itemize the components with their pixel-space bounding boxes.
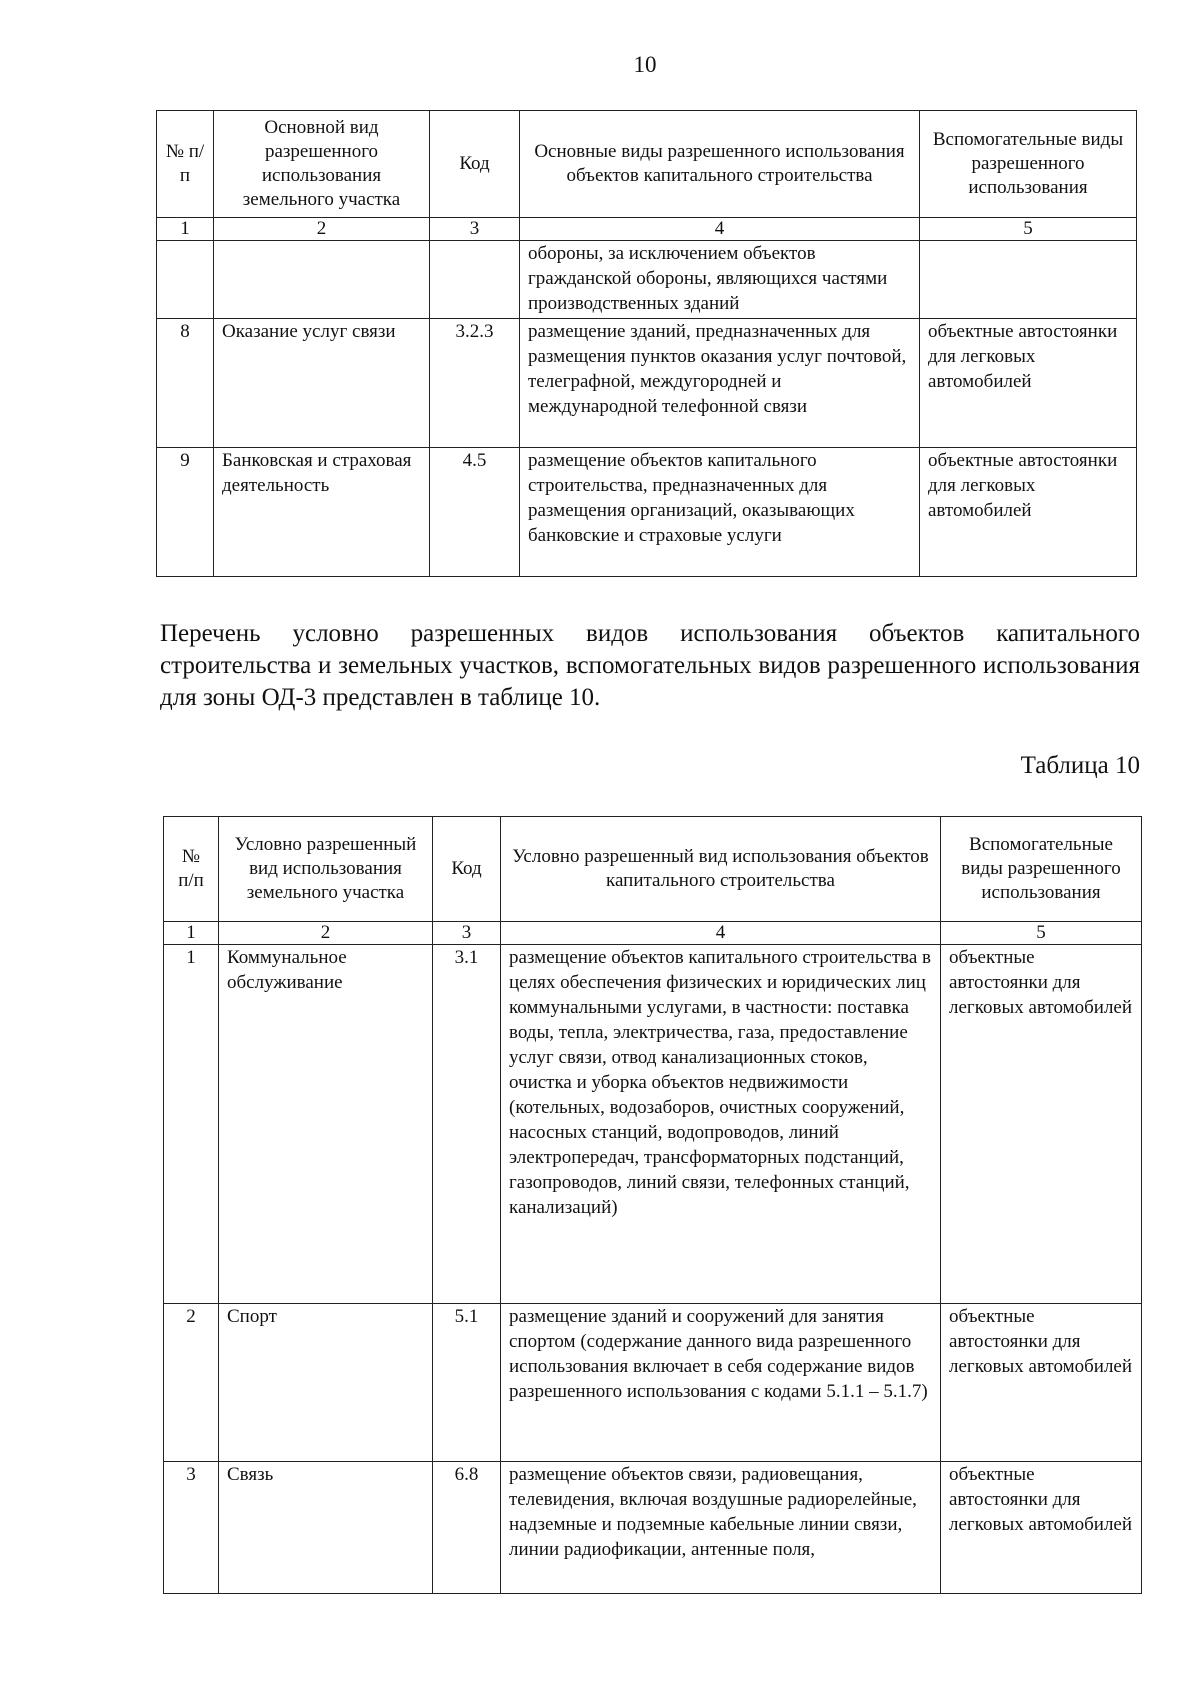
row-description: размещение объектов капитального строительства, предназначенных для размещения организаций, оказывающих банковские и страховые услуги (520, 448, 920, 577)
row-description: размещение зданий, предназначенных для размещения пунктов оказания услуг почтовой, телеграфной, междугородней и международной телефонной связи (520, 319, 920, 448)
row-number: 1 (164, 945, 219, 1304)
row-code: 5.1 (433, 1304, 501, 1462)
row-land-use-type: Коммунальное обслуживание (219, 945, 433, 1304)
table-row (164, 945, 1142, 1304)
table-row (164, 1304, 1142, 1462)
header-cell-auxiliary: Вспомогательные виды разрешенного использования (920, 111, 1137, 218)
column-number-row (157, 218, 1137, 241)
row-auxiliary: объектные автостоянки для легковых автомобилей (920, 319, 1137, 448)
column-number: 3 (430, 218, 520, 241)
table-caption: Таблица 10 (1020, 752, 1140, 779)
row-auxiliary: объектные автостоянки для легковых автомобилей (941, 945, 1142, 1304)
header-cell-code: Код (433, 817, 501, 922)
row-description: размещение объектов капитального строительства в целях обеспечения физических и юридических лиц коммунальными услугами, в частности: поставка воды, тепла, электричества, газа, предоставление услуг связи, отвод канализационных стоков, очистка и уборка объектов недвижимости (котельных, водозаборов, очистных сооружений, насосных станций, водопроводов, линий электропередач, трансформаторных подстанций, газопроводов, линий связи, телефонных станций, канализаций) (501, 945, 941, 1304)
header-cell-auxiliary: Вспомогательные виды разрешенного использования (941, 817, 1142, 922)
row-land-use-type (214, 241, 430, 319)
row-code: 3.1 (433, 945, 501, 1304)
column-number: 1 (157, 218, 214, 241)
column-number: 3 (433, 922, 501, 945)
page-number: 10 (633, 52, 657, 77)
table-header-row (157, 111, 1137, 218)
header-cell-description: Условно разрешенный вид использования объектов капитального строительства (501, 817, 941, 922)
row-description: размещение объектов связи, радиовещания, телевидения, включая воздушные радиорелейные, надземные и подземные кабельные линии связи, линии радиофикации, антенные поля, (501, 1462, 941, 1594)
column-number: 5 (941, 922, 1142, 945)
row-number: 9 (157, 448, 214, 577)
row-number: 2 (164, 1304, 219, 1462)
column-number: 2 (219, 922, 433, 945)
intro-paragraph: Перечень условно разрешенных видов использования объектов капитального строительства и земельных участков, вспомогательных видов разрешенного использования для зоны ОД-3 представлен в таблице 10. (160, 620, 1140, 711)
header-cell-number: № п/п (157, 111, 214, 218)
column-number: 5 (920, 218, 1137, 241)
column-number: 2 (214, 218, 430, 241)
row-land-use-type: Спорт (219, 1304, 433, 1462)
row-land-use-type: Банковская и страховая деятельность (214, 448, 430, 577)
column-number: 4 (520, 218, 920, 241)
row-code: 3.2.3 (430, 319, 520, 448)
row-number: 3 (164, 1462, 219, 1594)
row-description: размещение зданий и сооружений для занятия спортом (содержание данного вида разрешенного использования включает в себя содержание видов разрешенного использования с кодами 5.1.1 – 5.1.7) (501, 1304, 941, 1462)
row-auxiliary: объектные автостоянки для легковых автомобилей (941, 1304, 1142, 1462)
row-code: 6.8 (433, 1462, 501, 1594)
land-use-table-continued (156, 110, 1137, 577)
row-auxiliary: объектные автостоянки для легковых автомобилей (941, 1462, 1142, 1594)
table-row (164, 1462, 1142, 1594)
row-description: обороны, за исключением объектов гражданской обороны, являющихся частями производственных зданий (520, 241, 920, 319)
row-code (430, 241, 520, 319)
row-land-use-type: Оказание услуг связи (214, 319, 430, 448)
table-row (157, 448, 1137, 577)
row-auxiliary: объектные автостоянки для легковых автомобилей (920, 448, 1137, 577)
column-number: 4 (501, 922, 941, 945)
row-number: 8 (157, 319, 214, 448)
row-auxiliary (920, 241, 1137, 319)
row-code: 4.5 (430, 448, 520, 577)
header-cell-land-use-type: Условно разрешенный вид использования земельного участка (219, 817, 433, 922)
column-number: 1 (164, 922, 219, 945)
row-land-use-type: Связь (219, 1462, 433, 1594)
row-number (157, 241, 214, 319)
header-cell-number: № п/п (164, 817, 219, 922)
conditional-use-table (163, 816, 1142, 1594)
header-cell-description: Основные виды разрешенного использования объектов капитального строительства (520, 111, 920, 218)
table-row (157, 319, 1137, 448)
table-header-row (164, 817, 1142, 922)
header-cell-land-use-type: Основной вид разрешенного использования земельного участка (214, 111, 430, 218)
column-number-row (164, 922, 1142, 945)
table-row (157, 241, 1137, 319)
header-cell-code: Код (430, 111, 520, 218)
